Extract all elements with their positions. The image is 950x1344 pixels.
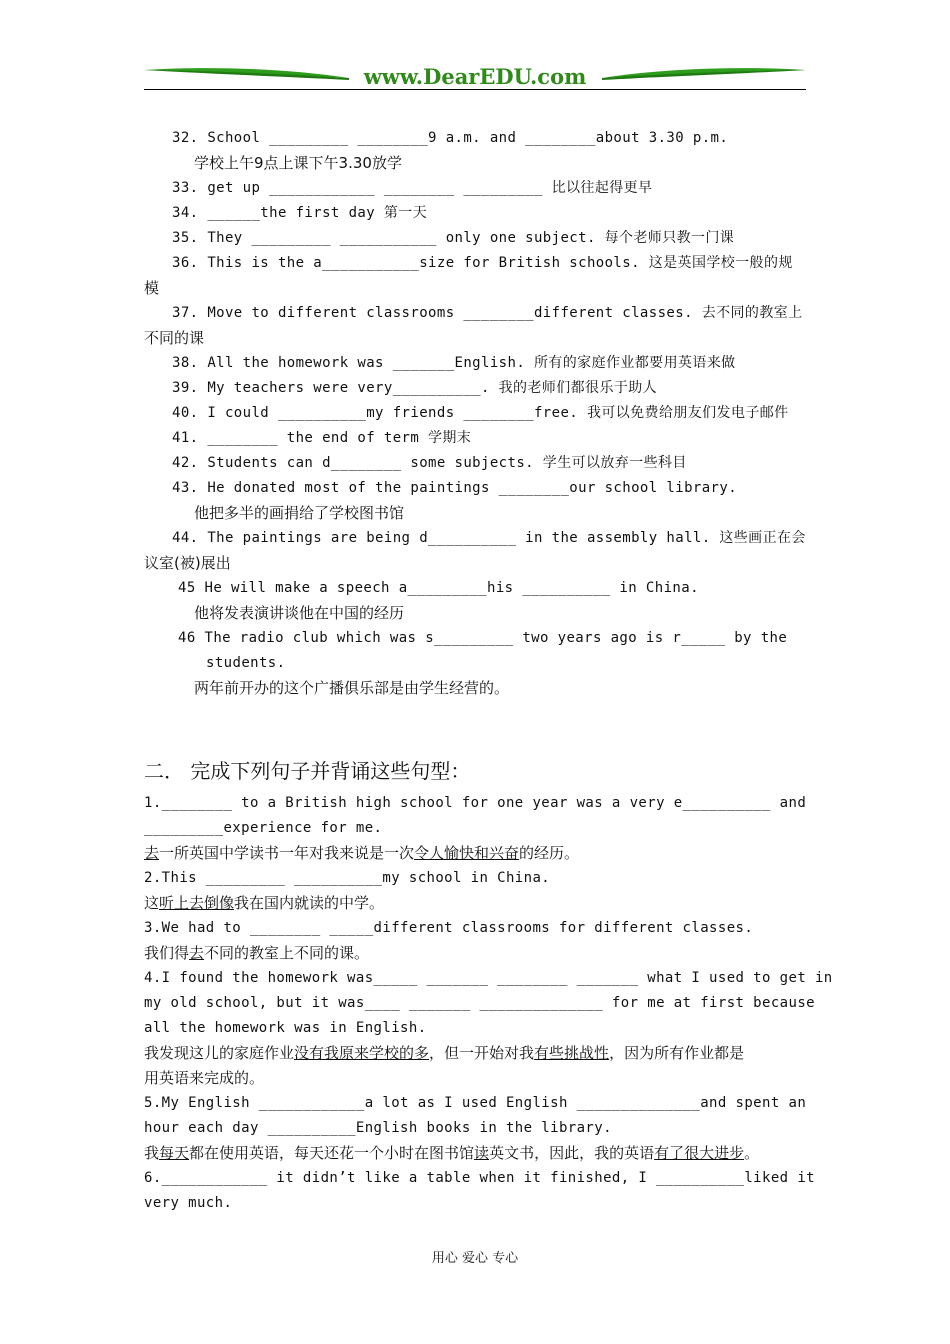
sentence-line: 6.____________ it didn’t like a table when it finished, I __________liked it bbox=[144, 1170, 815, 1186]
sentence-line: hour each day __________English books in the library. bbox=[144, 1120, 612, 1136]
translation-text: 我 bbox=[144, 1144, 160, 1162]
translation-text: 我发现这儿的家庭作业 bbox=[144, 1044, 295, 1062]
exercise-line: 39. My teachers were very__________. 我的老师们都很乐于助人 bbox=[172, 380, 658, 396]
worksheet-content bbox=[144, 126, 833, 1216]
underlined-phrase: 令人愉快和兴奋 bbox=[414, 844, 520, 862]
section-heading: 二． 完成下列句子并背诵这些句型： bbox=[144, 759, 471, 783]
translation-text: 一所英国中学读书一年对我来说是一次 bbox=[159, 844, 415, 862]
exercise-line: 不同的课 bbox=[144, 329, 205, 347]
exercise-line: 两年前开办的这个广播俱乐部是由学生经营的。 bbox=[194, 679, 510, 697]
exercise-line: 46 The radio club which was s_________ two years ago is r_____ by the bbox=[178, 630, 788, 646]
exercise-line: 他把多半的画捐给了学校图书馆 bbox=[194, 504, 405, 522]
translation-text: 我们得 bbox=[144, 944, 190, 962]
translation-line bbox=[144, 841, 806, 866]
exercise-line: 40. I could __________my friends ________free. 我可以免费给朋友们发电子邮件 bbox=[172, 405, 789, 421]
header-rule bbox=[144, 89, 806, 90]
page-footer: 用心 爱心 专心 bbox=[431, 1251, 519, 1266]
sentence-line: all the homework was in English. bbox=[144, 1020, 427, 1036]
exercise-line: 35. They _________ ___________ only one subject. 每个老师只教一门课 bbox=[172, 230, 735, 246]
sentence-line: 1.________ to a British high school for one year was a very e__________ and bbox=[144, 795, 807, 811]
translation-text: 英文书，因此，我的英语 bbox=[489, 1144, 655, 1162]
exercise-line: 32. School _________ ________9 a.m. and ________about 3.30 p.m. bbox=[172, 130, 729, 146]
translation-line bbox=[144, 1141, 806, 1166]
site-name: www.DearEDU.com bbox=[363, 64, 587, 89]
sentence-line: my old school, but it was____ _______ ______________ for me at first because bbox=[144, 995, 815, 1011]
sentence-line: 5.My English ____________a lot as I used English ______________and spent an bbox=[144, 1095, 807, 1111]
translation-line bbox=[144, 891, 806, 916]
exercise-line: 36. This is the a___________size for British schools. 这是英国学校一般的规 bbox=[172, 255, 793, 271]
underlined-phrase: 每天 bbox=[159, 1144, 190, 1162]
page-header bbox=[144, 62, 806, 92]
underlined-phrase: 有些挑战性 bbox=[534, 1044, 610, 1062]
exercise-line: 学校上午9点上课下午3.30放学 bbox=[194, 154, 402, 172]
underlined-phrase: 去 bbox=[189, 944, 205, 962]
exercise-line: 42. Students can d________ some subjects. 学生可以放弃一些科目 bbox=[172, 455, 687, 471]
underlined-phrase: 有了很大进步 bbox=[654, 1144, 745, 1162]
exercise-line: 41. ________ the end of term 学期末 bbox=[172, 430, 472, 446]
exercise-line: 43. He donated most of the paintings ________our school library. bbox=[172, 480, 738, 496]
translation-text: 都在使用英语，每天还花一个小时在图书馆 bbox=[189, 1144, 475, 1162]
sentence-line: _________experience for me. bbox=[144, 820, 383, 836]
exercise-line: 44. The paintings are being d__________ in the assembly hall. 这些画正在会 bbox=[172, 530, 806, 546]
sentence-line: 3.We had to ________ _____different classrooms for different classes. bbox=[144, 920, 754, 936]
exercise-line: 45 He will make a speech a_________his __________ in China. bbox=[178, 580, 699, 596]
section-gap bbox=[144, 701, 806, 751]
underlined-phrase: 读 bbox=[474, 1144, 490, 1162]
underlined-phrase: 没有我原来学校的多 bbox=[294, 1044, 430, 1062]
translation-text: 不同的教室上不同的课。 bbox=[204, 944, 370, 962]
sentence-line: 4.I found the homework was_____ _______ ________ _______ what I used to get in bbox=[144, 970, 833, 986]
translation-line: 用英语来完成的。 bbox=[144, 1069, 265, 1087]
translation-text: ，因为所有作业都是 bbox=[609, 1044, 745, 1062]
exercise-line: 38. All the homework was _______English. 所有的家庭作业都要用英语来做 bbox=[172, 355, 736, 371]
translation-text: 这 bbox=[144, 894, 160, 912]
translation-text: ，但一开始对我 bbox=[429, 1044, 535, 1062]
exercise-line: students. bbox=[206, 655, 286, 671]
exercise-line: 他将发表演讲谈他在中国的经历 bbox=[194, 604, 405, 622]
translation-text: 我在国内就读的中学。 bbox=[234, 894, 385, 912]
sentence-line: very much. bbox=[144, 1195, 233, 1211]
exercise-line: 33. get up ____________ ________ _________ 比以往起得更早 bbox=[172, 180, 653, 196]
sentence-line: 2.This _________ __________my school in China. bbox=[144, 870, 551, 886]
exercise-line: 34. ______the first day 第一天 bbox=[172, 205, 428, 221]
exercise-line: 模 bbox=[144, 279, 160, 297]
underlined-phrase: 去 bbox=[144, 844, 160, 862]
translation-text: 。 bbox=[744, 1144, 760, 1162]
exercise-line: 议室(被)展出 bbox=[144, 554, 231, 572]
translation-text: 的经历。 bbox=[519, 844, 580, 862]
exercise-line: 37. Move to different classrooms ________different classes. 去不同的教室上 bbox=[172, 305, 803, 321]
underlined-phrase: 听上去倒像 bbox=[159, 894, 235, 912]
translation-line bbox=[144, 941, 806, 966]
translation-line bbox=[144, 1041, 806, 1066]
